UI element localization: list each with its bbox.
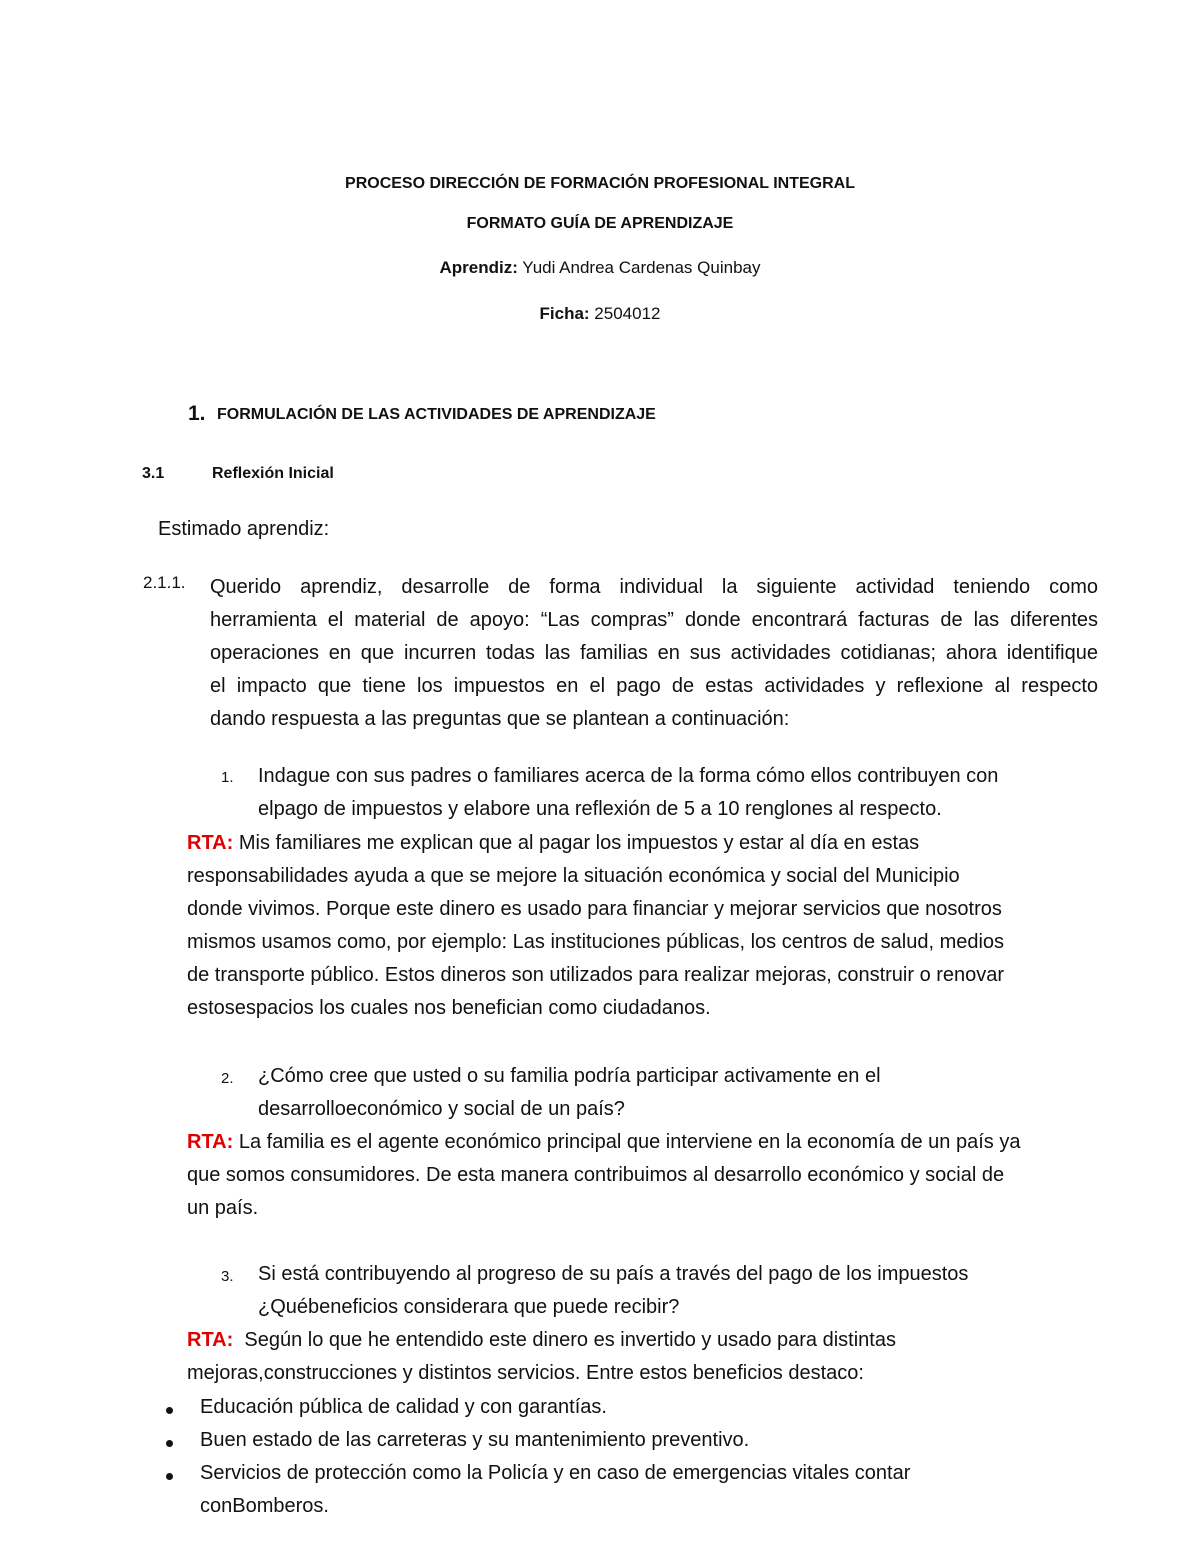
answer-line: RTA: La familia es el agente económico principal que interviene en la economía de un país ya (187, 1131, 1021, 1153)
answer-line: donde vivimos. Porque este dinero es usado para financiar y mejorar servicios que nosotros (187, 898, 1002, 920)
rta-label: RTA: (187, 832, 234, 854)
intro-line: dando respuesta a las preguntas que se plantean a continuación: (210, 708, 790, 730)
intro-line: Querido aprendiz, desarrolle de forma individual la siguiente actividad teniendo como (210, 576, 1098, 598)
question-text: desarrolloeconómico y social de un país? (258, 1098, 625, 1120)
section1-title: FORMULACIÓN DE LAS ACTIVIDADES DE APRENDIZAJE (217, 406, 656, 423)
intro-line: el impacto que tiene los impuestos en el pago de estas actividades y reflexione al respecto (210, 675, 1098, 697)
answer-line: RTA: Según lo que he entendido este dinero es invertido y usado para distintas (187, 1329, 896, 1351)
answer-line: mismos usamos como, por ejemplo: Las instituciones públicas, los centros de salud, medios (187, 931, 1005, 953)
list-item: Buen estado de las carreteras y su mantenimiento preventivo. (200, 1429, 750, 1451)
section31-number: 3.1 (142, 465, 165, 482)
answer-line: que somos consumidores. De esta manera contribuimos al desarrollo económico y social de (187, 1164, 1005, 1186)
aprendiz-label: Aprendiz: (439, 258, 518, 277)
ficha-label: Ficha: (539, 304, 590, 323)
section31-title: Reflexión Inicial (212, 465, 334, 482)
intro-number: 2.1.1. (143, 573, 186, 592)
question-number: 1. (221, 769, 234, 786)
document-title: PROCESO DIRECCIÓN DE FORMACIÓN PROFESIONAL INTEGRAL (345, 175, 855, 192)
answer-line: mejoras,construcciones y distintos servicios. Entre estos beneficios destaco: (187, 1362, 864, 1384)
intro-line: herramienta el material de apoyo: “Las compras” donde encontrará facturas de las diferentes (210, 609, 1098, 631)
list-item-continuation: conBomberos. (200, 1495, 329, 1517)
list-item: Servicios de protección como la Policía y en caso de emergencias vitales contar (200, 1462, 911, 1484)
answer-line: RTA: Mis familiares me explican que al pagar los impuestos y estar al día en estas (187, 832, 920, 854)
question-number: 3. (221, 1268, 234, 1285)
intro-paragraph (210, 571, 1098, 736)
question-text: elpago de impuestos y elabore una reflexión de 5 a 10 renglones al respecto. (258, 798, 942, 820)
ficha-value: 2504012 (589, 304, 661, 323)
intro-line: operaciones en que incurren todas las familias en sus actividades cotidianas; ahora identifique (210, 642, 1098, 664)
list-item: Educación pública de calidad y con garantías. (200, 1396, 607, 1418)
answer-line: estosespacios los cuales nos benefician como ciudadanos. (187, 997, 711, 1019)
question-number: 2. (221, 1070, 234, 1087)
question-text: ¿Québeneficios considerara que puede recibir? (258, 1296, 680, 1318)
answer-line: un país. (187, 1197, 259, 1219)
answer-line: responsabilidades ayuda a que se mejore la situación económica y social del Municipio (187, 865, 960, 887)
answer-line: de transporte público. Estos dineros son utilizados para realizar mejoras, construir o renovar (187, 964, 1005, 986)
bullet-icon (166, 1473, 173, 1480)
question-text: Indague con sus padres o familiares acerca de la forma cómo ellos contribuyen con (258, 765, 999, 787)
rta-label: RTA: (187, 1131, 234, 1153)
bullet-icon (166, 1407, 173, 1414)
question-text: Si está contribuyendo al progreso de su país a través del pago de los impuestos (258, 1263, 969, 1285)
ficha-line (0, 304, 1200, 324)
rta-label: RTA: (187, 1329, 234, 1351)
aprendiz-line (0, 258, 1200, 278)
bullet-icon (166, 1440, 173, 1447)
aprendiz-value: Yudi Andrea Cardenas Quinbay (517, 258, 761, 277)
question-text: ¿Cómo cree que usted o su familia podría participar activamente en el (258, 1065, 881, 1087)
greeting: Estimado aprendiz: (158, 518, 330, 540)
document-subtitle: FORMATO GUÍA DE APRENDIZAJE (466, 215, 734, 232)
section1-number: 1. (188, 402, 206, 425)
